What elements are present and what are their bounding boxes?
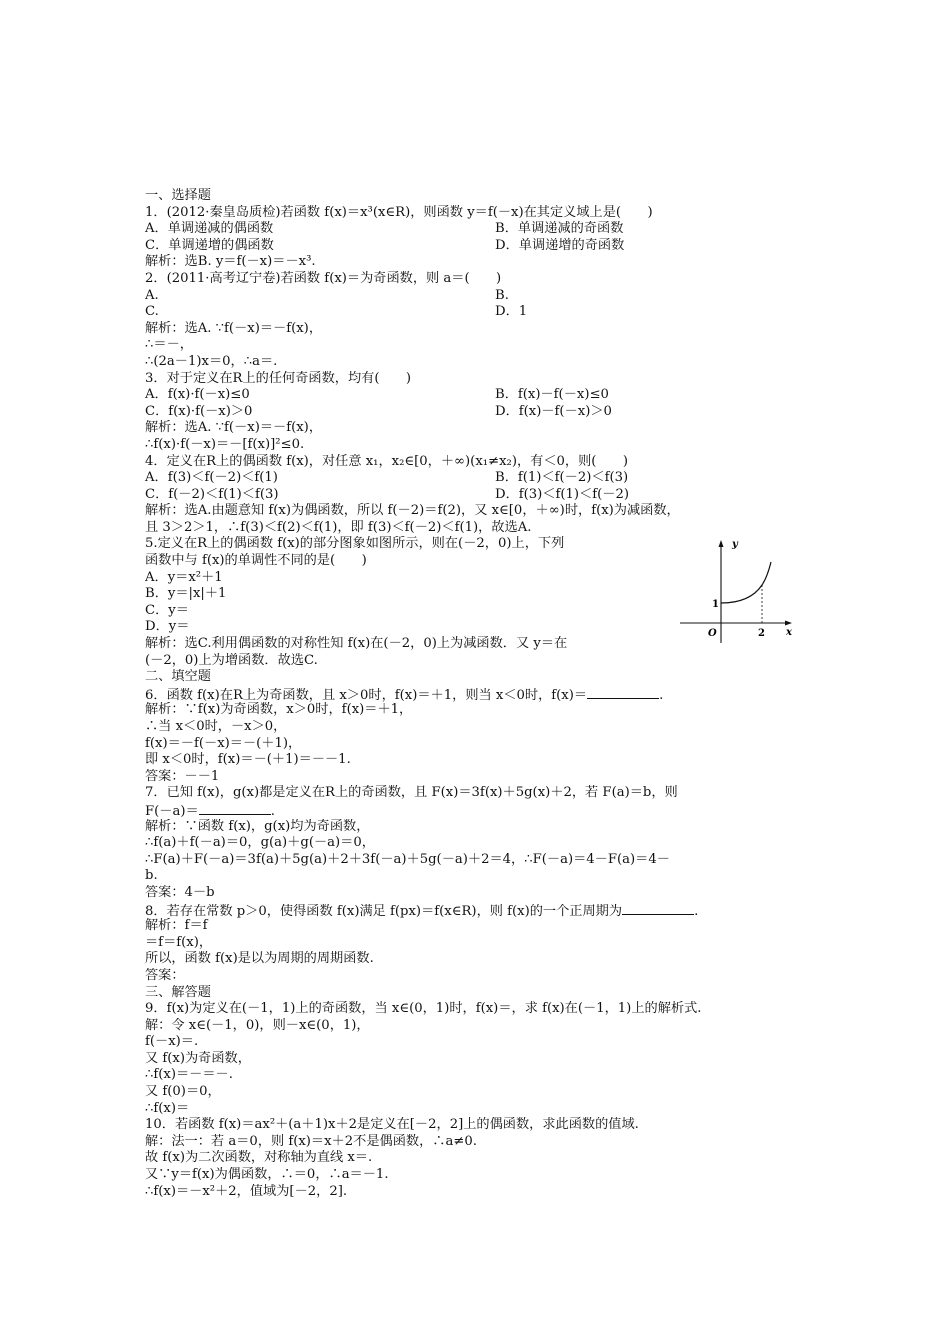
option-d: D．1 [495, 304, 528, 320]
solution-line: (－2，0)上为增函数．故选C. [145, 652, 318, 668]
options-row [145, 470, 825, 487]
solution-line: ＝f＝f(x)， [145, 934, 213, 950]
question-6 [145, 686, 825, 703]
option-c: C. [145, 304, 159, 320]
x-axis-arrow [785, 621, 792, 626]
question-7-cont [145, 802, 825, 819]
solution-line: b. [145, 868, 158, 884]
solution-line: 故 f(x)为二次函数，对称轴为直线 x＝. [145, 1150, 373, 1166]
question-5-cont: 函数中与 f(x)的单调性不同的是( ) [145, 553, 367, 569]
option-b: B．f(x)－f(－x)≤0 [495, 387, 609, 403]
answer-blank [622, 902, 694, 915]
solution-line: f(－x)＝. [145, 1034, 199, 1050]
function-graph-figure [678, 535, 798, 645]
answer-line: 答案：4－b [145, 884, 215, 900]
solution-line: ∴＝－， [145, 337, 193, 353]
option-c: C．f(x)·f(－x)＞0 [145, 403, 253, 419]
solution-line: 解析：∵函数 f(x)，g(x)均为奇函数， [145, 818, 370, 834]
period: . [694, 903, 699, 919]
option-b: B．单调递减的奇函数 [495, 221, 624, 237]
option-a: A. [145, 287, 159, 303]
function-curve [721, 562, 771, 603]
question-7-text: F(－a)＝ [145, 803, 199, 819]
solution-line: 解：法一：若 a＝0，则 f(x)＝x＋2不是偶函数，∴a≠0. [145, 1133, 477, 1149]
answer-line: 答案： [145, 967, 185, 983]
option-c: C．单调递增的偶函数 [145, 237, 274, 253]
option-a: A．单调递减的偶函数 [145, 221, 274, 237]
option-d: D．f(3)＜f(1)＜f(－2) [495, 486, 630, 502]
solution-line: 解析：选A.由题意知 f(x)为偶函数，所以 f(－2)＝f(2)，又 x∈[0，＋∞)时，f(x)为减函数， [145, 503, 680, 519]
solution-line: 即 x＜0时，f(x)＝－(＋1)＝－－1. [145, 752, 351, 768]
y-axis-label: y [732, 539, 738, 550]
question-4: 4．定义在R上的偶函数 f(x)，对任意 x₁，x₂∈[0，＋∞)(x₁≠x₂)，有＜0，则( ) [145, 453, 628, 469]
options-row [145, 238, 825, 255]
solution-line: 又∵y＝f(x)为偶函数，∴＝0，∴a＝－1. [145, 1167, 389, 1183]
option-a: A．y＝x²＋1 [145, 569, 223, 585]
option-d: D．f(x)－f(－x)＞0 [495, 403, 612, 419]
question-7: 7．已知 f(x)，g(x)都是定义在R上的奇函数，且 F(x)＝3f(x)＋5g(x)＋2，若 F(a)＝b，则 [145, 785, 678, 801]
question-3: 3．对于定义在R上的任何奇函数，均有( ) [145, 370, 411, 386]
period: . [270, 803, 275, 819]
solution-line: ∴(2a－1)x＝0，∴a＝. [145, 353, 278, 369]
origin-label: O [708, 628, 717, 639]
question-8-text: 8．若存在常数 p＞0，使得函数 f(x)满足 f(px)＝f(x∈R)，则 f(x)的一个正周期为 [145, 903, 623, 919]
question-8 [145, 902, 825, 919]
options-row [145, 221, 825, 238]
solution-line: ∴f(x)＝－＝－. [145, 1067, 233, 1083]
solution-line: 解：令 x∈(－1，0)，则－x∈(0，1)， [145, 1017, 370, 1033]
question-1: 1．(2012·秦皇岛质检)若函数 f(x)＝x³(x∈R)，则函数 y＝f(－x)在其定义域上是( ) [145, 204, 653, 220]
option-b: B. [495, 287, 509, 303]
options-row [145, 404, 825, 421]
solution-line: ∴f(x)＝－x²＋2，值域为[－2，2]. [145, 1183, 348, 1199]
solution-line: 所以，函数 f(x)是以为周期的周期函数. [145, 951, 374, 967]
option-a: A．f(3)＜f(－2)＜f(1) [145, 470, 278, 486]
answer-blank [199, 802, 271, 815]
option-c: C．y＝ [145, 602, 189, 618]
option-a: A．f(x)·f(－x)≤0 [145, 387, 250, 403]
section-heading: 三、解答题 [145, 984, 211, 1000]
question-10: 10．若函数 f(x)＝ax²＋(a＋1)x＋2是定义在[－2，2]上的偶函数，求此函数的值域. [145, 1117, 639, 1133]
solution-line: 解析：选A. ∵f(－x)＝－f(x)， [145, 420, 323, 436]
solution-line: 解析：f＝f [145, 918, 208, 934]
period: . [659, 687, 664, 703]
document-body [145, 188, 825, 1200]
solution-line: 解析：∵f(x)为奇函数，x＞0时，f(x)＝＋1， [145, 702, 413, 718]
options-row [145, 387, 825, 404]
question-9: 9．f(x)为定义在(－1，1)上的奇函数，当 x∈(0，1)时，f(x)＝，求 f(x)在(－1，1)上的解析式. [145, 1001, 702, 1017]
solution-line: ∴f(x)·f(－x)＝－[f(x)]²≤0. [145, 436, 305, 452]
solution-line: ∴f(a)＋f(－a)＝0，g(a)＋g(－a)＝0， [145, 835, 375, 851]
section-heading: 二、填空题 [145, 669, 211, 685]
options-row [145, 487, 825, 504]
x-axis-label: x [786, 627, 792, 638]
solution-line: 又 f(0)＝0， [145, 1084, 221, 1100]
options-row [145, 304, 825, 321]
options-row [145, 288, 825, 305]
question-5: 5.定义在R上的偶函数 f(x)的部分图象如图所示，则在(－2，0)上，下列 [145, 536, 565, 552]
option-c: C．f(－2)＜f(1)＜f(3) [145, 486, 279, 502]
solution-line: 解析：选B. y＝f(－x)＝－x³. [145, 254, 316, 270]
solution-line: f(x)＝－f(－x)＝－(＋1)， [145, 735, 302, 751]
solution-line: 解析：选C.利用偶函数的对称性知 f(x)在(－2，0)上为减函数．又 y＝在 [145, 636, 568, 652]
question-6-text: 6．函数 f(x)在R上为奇函数，且 x＞0时，f(x)＝＋1，则当 x＜0时，f(x)＝ [145, 687, 588, 703]
x-tick-label: 2 [758, 628, 765, 639]
solution-line: 解析：选A. ∵f(－x)＝－f(x)， [145, 320, 323, 336]
answer-blank [587, 686, 659, 699]
option-b: B．f(1)＜f(－2)＜f(3) [495, 470, 629, 486]
solution-line: ∴当 x＜0时，－x＞0， [145, 719, 287, 734]
question-2: 2．(2011·高考辽宁卷)若函数 f(x)＝为奇函数，则 a＝( ) [145, 270, 502, 286]
option-d: D．单调递增的奇函数 [495, 237, 625, 253]
y-axis-arrow [719, 540, 724, 547]
solution-line: ∴f(x)＝ [145, 1100, 190, 1116]
solution-line: ∴F(a)＋F(－a)＝3f(a)＋5g(a)＋2＋3f(－a)＋5g(－a)＋2＝4，∴F(－a)＝4－F(a)＝4－ [145, 851, 670, 867]
y-tick-label: 1 [712, 599, 719, 610]
option-d: D．y＝ [145, 619, 190, 635]
solution-line: 又 f(x)为奇函数， [145, 1050, 251, 1066]
solution-line: 且 3＞2＞1，∴f(3)＜f(2)＜f(1)，即 f(3)＜f(－2)＜f(1)，故选A. [145, 519, 532, 535]
section-heading: 一、选择题 [145, 188, 211, 203]
answer-line: 答案：－－1 [145, 768, 220, 784]
option-b: B．y＝|x|＋1 [145, 586, 227, 602]
